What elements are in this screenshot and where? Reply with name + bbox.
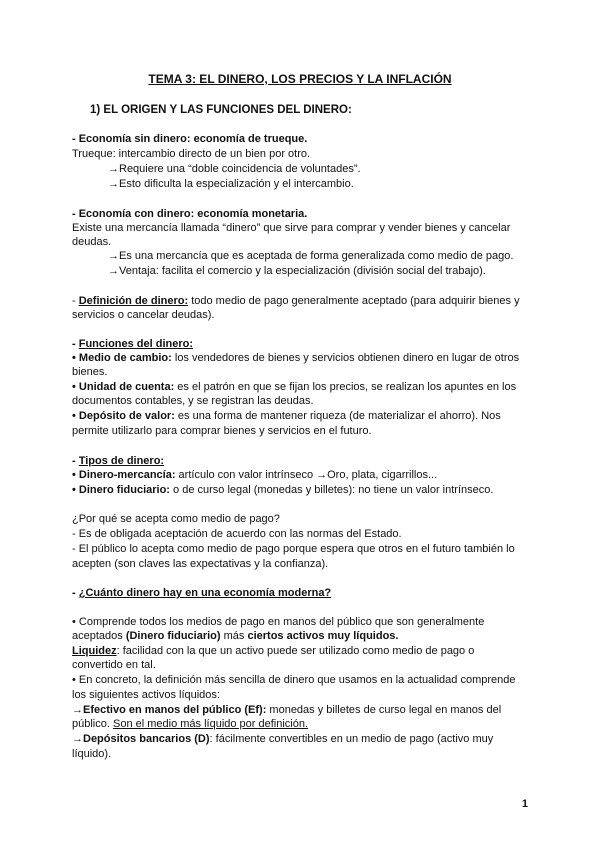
trueque-heading: - Economía sin dinero: economía de trueque.	[72, 133, 308, 145]
acepta-line-3: acepten (son claves las expectativas y la confianza).	[72, 558, 329, 570]
tipo-dinero-fiduciario: • Dinero fiduciario: o de curso legal (monedas y billetes): no tiene un valor intrínseco.	[72, 484, 494, 496]
tipos-heading: - Tipos de dinero:	[72, 455, 165, 467]
monetaria-line-2: deudas.	[72, 236, 112, 248]
funcion-unidad-cuenta-2: documentos contables, y se registran las deudas.	[72, 395, 314, 407]
funcion-medio-cambio-2: bienes.	[72, 366, 108, 378]
funcion-medio-cambio: • Medio de cambio: los vendedores de bienes y servicios obtienen dinero en lugar de otros	[72, 352, 520, 364]
page-title: TEMA 3: EL DINERO, LOS PRECIOS Y LA INFLACIÓN	[148, 72, 452, 86]
tipo-dinero-mercancia: • Dinero-mercancía: artículo con valor intrínseco →Oro, plata, cigarrillos...	[72, 469, 438, 481]
cuanto-line-2: aceptados (Dinero fiduciario) más ciertos activos muy líquidos.	[72, 630, 399, 642]
liquidez-line: Liquidez: facilidad con la que un activo puede ser utilizado como medio de pago o	[72, 645, 475, 657]
trueque-definition: Trueque: intercambio directo de un bien por otro.	[72, 148, 311, 160]
monetaria-arrow-2: →Ventaja: facilita el comercio y la especialización (división social del trabajo).	[108, 265, 486, 277]
trueque-arrow-2: →Esto dificulta la especialización y el intercambio.	[108, 178, 354, 190]
funcion-deposito-valor: • Depósito de valor: es una forma de mantener riqueza (de materializar el ahorro). Nos	[72, 410, 501, 422]
depositos-line-2: líquido).	[72, 748, 112, 760]
funciones-heading: - Funciones del dinero:	[72, 338, 194, 350]
funcion-unidad-cuenta: • Unidad de cuenta: es el patrón en que se fijan los precios, se realizan los apuntes en los	[72, 381, 517, 393]
section-heading-origen: 1) EL ORIGEN Y LAS FUNCIONES DEL DINERO:	[90, 104, 352, 116]
monetaria-arrow-1: →Es una mercancía que es aceptada de forma generalizada como medio de pago.	[108, 250, 514, 262]
definicion-label: Definición de dinero:	[78, 295, 189, 307]
page-number: 1	[521, 798, 528, 810]
trueque-arrow-1: →Requiere una “doble coincidencia de voluntades”.	[108, 163, 361, 175]
monetaria-line-1: Existe una mercancía llamada “dinero” que sirve para comprar y vender bienes y cancelar	[72, 222, 511, 234]
cuanto-heading: - ¿Cuánto dinero hay en una economía moderna?	[72, 587, 332, 599]
efectivo-line-2: público. Son el medio más líquido por definición.	[72, 718, 309, 730]
cuanto-line-1: • Comprende todos los medios de pago en manos del público que son generalmente	[72, 616, 485, 628]
acepta-question: ¿Por qué se acepta como medio de pago?	[72, 513, 280, 525]
liquidez-label: Liquidez	[72, 645, 117, 657]
efectivo-line: →Efectivo en manos del público (Ef): monedas y billetes de curso legal en manos del	[72, 704, 502, 716]
acepta-line-2: - El público lo acepta como medio de pago porque espera que otros en el futuro también lo	[72, 543, 515, 555]
liquidez-line-2: convertido en tal.	[72, 659, 156, 671]
depositos-line: →Depósitos bancarios (D): fácilmente convertibles en un medio de pago (activo muy	[72, 733, 494, 745]
cuanto-line-3: • En concreto, la definición más sencilla de dinero que usamos en la actualidad comprende	[72, 674, 516, 686]
funcion-deposito-valor-2: permite utilizarlo para comprar bienes y servicios en el futuro.	[72, 425, 372, 437]
monetaria-heading: - Economía con dinero: economía monetaria.	[72, 208, 308, 220]
acepta-line-1: - Es de obligada aceptación de acuerdo con las normas del Estado.	[72, 528, 402, 540]
definicion-line: - Definición de dinero: todo medio de pago generalmente aceptado (para adquirir bienes y	[72, 295, 520, 307]
definicion-line-2: servicios o cancelar deudas).	[72, 309, 215, 321]
cuanto-line-4: los siguientes activos líquidos:	[72, 689, 220, 701]
